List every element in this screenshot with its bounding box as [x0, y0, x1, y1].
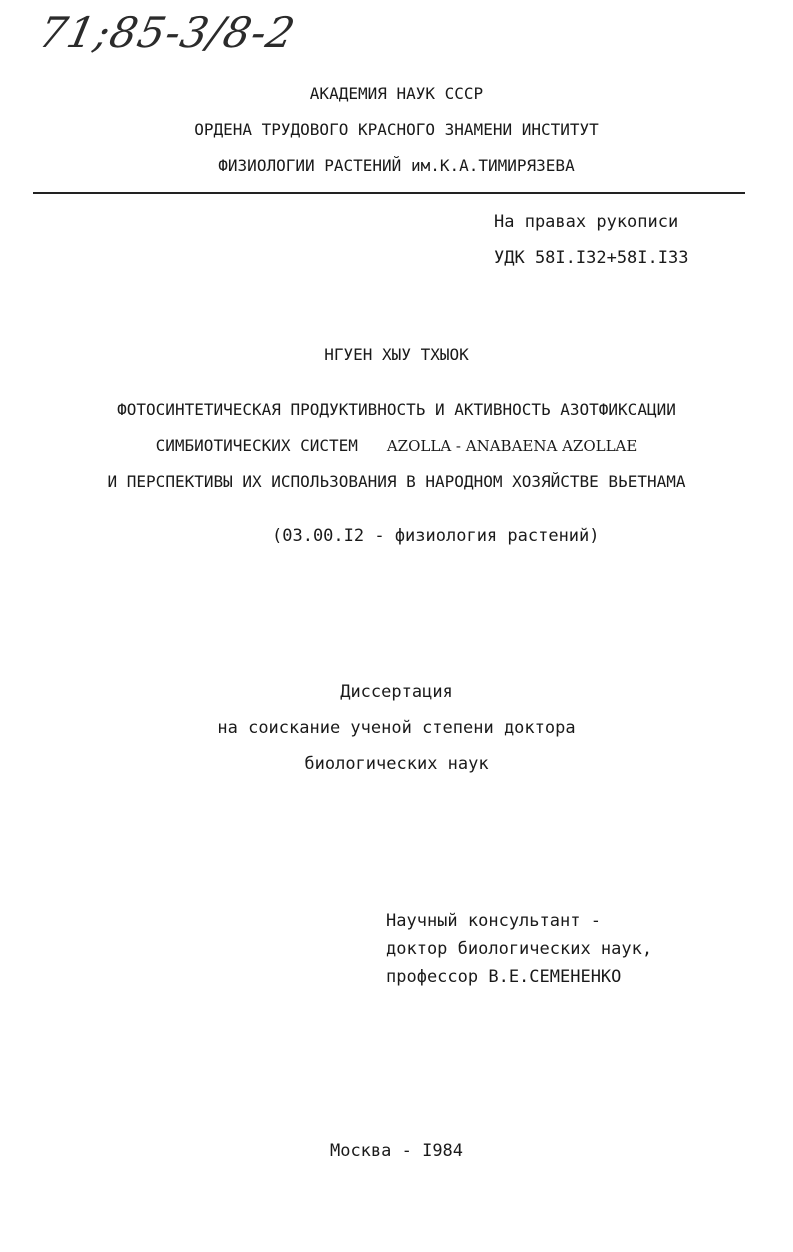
institution-line-2: ОРДЕНА ТРУДОВОГО КРАСНОГО ЗНАМЕНИ ИНСТИТУТ: [194, 120, 599, 139]
handwritten-archive-code: 71;85-3/8-2: [34, 8, 300, 57]
thesis-title-line-2: [0, 436, 793, 455]
specialty-code: (03.00.I2 - физиология растений): [272, 526, 600, 546]
consultant-line-3: профессор В.Е.СЕМЕНЕНКО: [386, 967, 622, 987]
degree-line-1: Диссертация: [340, 682, 453, 702]
thesis-title-organism: AZOLLA - ANABAENA AZOLLAE: [386, 437, 638, 455]
manuscript-rights: На правах рукописи: [494, 212, 679, 232]
thesis-title-line-1: ФОТОСИНТЕТИЧЕСКАЯ ПРОДУКТИВНОСТЬ И АКТИВНОСТЬ АЗОТФИКСАЦИИ: [117, 400, 676, 419]
author-name: НГУЕН ХЫУ ТХЫОК: [324, 345, 469, 364]
header-divider: [33, 192, 745, 194]
thesis-title-line-2-prefix: СИМБИОТИЧЕСКИХ СИСТЕМ: [155, 436, 358, 455]
consultant-line-1: Научный консультант -: [386, 911, 601, 931]
consultant-line-2: доктор биологических наук,: [386, 939, 653, 959]
place-and-year: Москва - I984: [329, 1141, 464, 1161]
thesis-title-line-3: И ПЕРСПЕКТИВЫ ИХ ИСПОЛЬЗОВАНИЯ В НАРОДНОМ ХОЗЯЙСТВЕ ВЬЕТНАМА: [107, 472, 686, 491]
institution-line-3: ФИЗИОЛОГИИ РАСТЕНИЙ им.К.А.ТИМИРЯЗЕВА: [218, 156, 575, 175]
institution-line-1: АКАДЕМИЯ НАУК СССР: [309, 84, 484, 103]
udc-code: УДК 58I.I32+58I.I33: [494, 248, 689, 268]
degree-line-2: на соискание ученой степени доктора: [217, 718, 576, 738]
degree-line-3: биологических наук: [304, 754, 489, 774]
